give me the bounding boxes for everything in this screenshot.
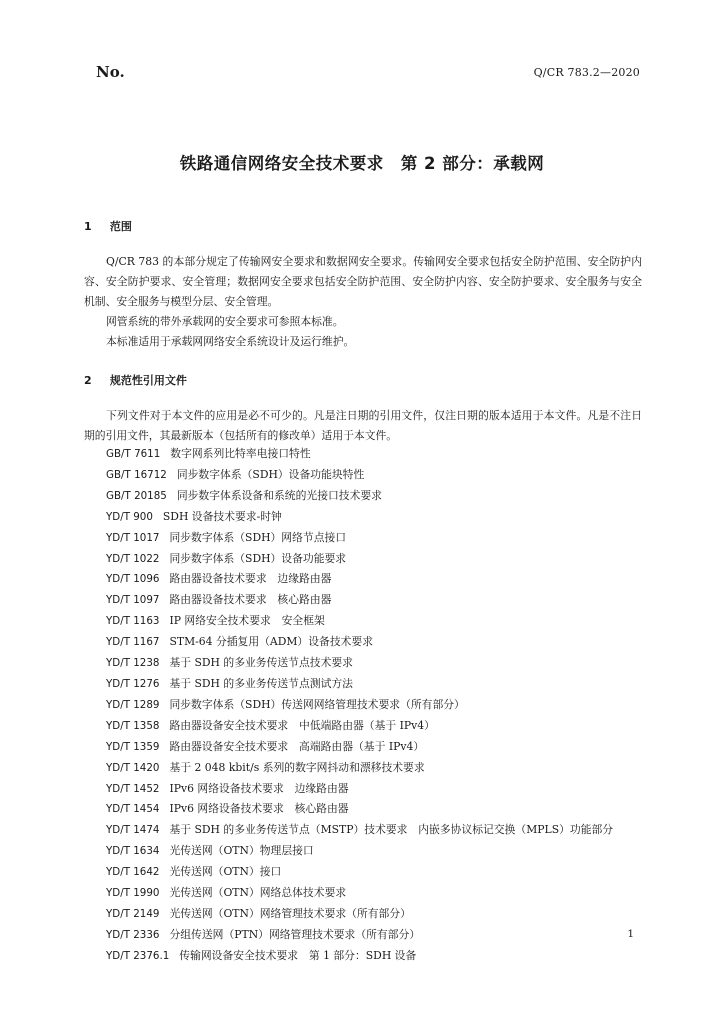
reference-item	[106, 507, 613, 528]
reference-title: IPv6 网络设备技术要求 核心路由器	[169, 802, 349, 816]
reference-item	[106, 862, 613, 883]
section-1-paragraph: Q/CR 783 的本部分规定了传输网安全要求和数据网安全要求。传输网安全要求包括安全防护范围、安全防护内容、安全防护要求、安全管理；数据网安全要求包括安全防护范围、安全防护内容、安全防护要求、安全服务与安全机制、安全服务与模型分层、安全管理。	[84, 255, 642, 308]
reference-item	[106, 632, 613, 653]
reference-title: 路由器设备技术要求 核心路由器	[169, 593, 332, 607]
reference-item	[106, 841, 613, 862]
reference-item	[106, 925, 613, 946]
reference-code: YD/T 1474	[106, 824, 160, 837]
reference-code: YD/T 1097	[106, 594, 160, 607]
reference-code: YD/T 1017	[106, 531, 160, 544]
reference-title: 基于 SDH 的多业务传送节点技术要求	[169, 656, 353, 670]
reference-item	[106, 549, 613, 570]
page-number: 1	[627, 928, 634, 940]
reference-code: YD/T 1163	[106, 615, 160, 628]
section-2-number: 2	[84, 374, 92, 387]
reference-code: GB/T 16712	[106, 468, 167, 481]
reference-title: SDH 设备技术要求-时钟	[162, 509, 282, 523]
section-2-heading	[84, 372, 187, 388]
reference-code: YD/T 2149	[106, 907, 160, 920]
reference-title: 路由器设备安全技术要求 高端路由器（基于 IPv4）	[169, 739, 425, 753]
section-2-title: 规范性引用文件	[109, 374, 187, 387]
reference-item	[106, 946, 613, 967]
reference-title: 同步数字体系设备和系统的光接口技术要求	[176, 488, 382, 502]
document-title: 铁路通信网络安全技术要求 第 2 部分：承载网	[179, 154, 545, 173]
reference-code: YD/T 1454	[106, 803, 160, 816]
reference-title: 路由器设备技术要求 边缘路由器	[169, 572, 332, 586]
reference-title: 同步数字体系（SDH）网络节点接口	[169, 530, 347, 544]
reference-item	[106, 820, 613, 841]
reference-title: 基于 SDH 的多业务传送节点测试方法	[169, 676, 353, 690]
reference-code: YD/T 1167	[106, 636, 160, 649]
reference-item	[106, 611, 613, 632]
reference-item	[106, 653, 613, 674]
reference-item	[106, 737, 613, 758]
reference-title: IPv6 网络设备技术要求 边缘路由器	[169, 781, 349, 795]
reference-code: YD/T 1634	[106, 845, 160, 858]
section-1-paragraph: 网管系统的带外承载网的安全要求可参照本标准。	[106, 315, 344, 328]
reference-code: YD/T 1289	[106, 698, 160, 711]
reference-code: YD/T 1276	[106, 677, 160, 690]
reference-item	[106, 444, 613, 465]
reference-item	[106, 590, 613, 611]
reference-item	[106, 758, 613, 779]
reference-code: YD/T 1238	[106, 657, 160, 670]
reference-item	[106, 528, 613, 549]
reference-item	[106, 883, 613, 904]
reference-title: 同步数字体系（SDH）设备功能块特性	[176, 467, 365, 481]
reference-title: 基于 SDH 的多业务传送节点（MSTP）技术要求 内嵌多协议标记交换（MPLS）功能部分	[169, 823, 614, 837]
reference-title: STM-64 分插复用（ADM）设备技术要求	[169, 635, 374, 649]
reference-code: GB/T 7611	[106, 448, 161, 460]
reference-code: YD/T 1452	[106, 782, 160, 795]
reference-item	[106, 695, 613, 716]
reference-title: 光传送网（OTN）网络总体技术要求	[169, 886, 347, 900]
reference-title: 传输网设备安全技术要求 第 1 部分：SDH 设备	[179, 948, 417, 962]
reference-code: YD/T 1022	[106, 552, 160, 565]
reference-title: 分组传送网（PTN）网络管理技术要求（所有部分）	[169, 927, 421, 941]
reference-item	[106, 716, 613, 737]
reference-item	[106, 486, 613, 507]
reference-item	[106, 799, 613, 820]
standard-code: Q/CR 783.2—2020	[533, 66, 640, 79]
reference-item	[106, 674, 613, 695]
reference-code: YD/T 900	[106, 510, 153, 523]
reference-code: GB/T 20185	[106, 489, 167, 502]
reference-title: 光传送网（OTN）接口	[169, 865, 282, 879]
section-1-paragraph: 本标准适用于承载网网络安全系统设计及运行维护。	[106, 335, 355, 348]
header-rule	[84, 86, 640, 87]
reference-code: YD/T 1359	[106, 740, 160, 753]
section-1-number: 1	[84, 220, 92, 233]
section-2-body	[84, 406, 642, 446]
reference-item	[106, 569, 613, 590]
reference-code: YD/T 1420	[106, 761, 160, 774]
reference-code: YD/T 2336	[106, 928, 160, 941]
reference-item	[106, 904, 613, 925]
reference-title: 同步数字体系（SDH）传送网网络管理技术要求（所有部分）	[169, 697, 465, 711]
section-1-body	[84, 252, 642, 352]
reference-code: YD/T 1990	[106, 887, 160, 900]
section-1-title: 范围	[109, 220, 132, 233]
reference-item	[106, 779, 613, 800]
standard-no-label: No.	[96, 63, 125, 81]
section-2-paragraph: 下列文件对于本文件的应用是必不可少的。凡是注日期的引用文件，仅注日期的版本适用于本文件。凡是不注日期的引用文件，其最新版本（包括所有的修改单）适用于本文件。	[84, 409, 642, 442]
reference-title: 同步数字体系（SDH）设备功能要求	[169, 551, 347, 565]
reference-code: YD/T 2376.1	[106, 949, 170, 962]
reference-title: 光传送网（OTN）网络管理技术要求（所有部分）	[169, 906, 411, 920]
reference-code: YD/T 1358	[106, 719, 160, 732]
reference-item	[106, 465, 613, 486]
normative-reference-list	[106, 444, 613, 967]
reference-title: IP 网络安全技术要求 安全框架	[169, 614, 325, 628]
reference-code: YD/T 1642	[106, 866, 160, 879]
reference-title: 路由器设备安全技术要求 中低端路由器（基于 IPv4）	[169, 718, 435, 732]
section-1-heading	[84, 218, 132, 234]
reference-code: YD/T 1096	[106, 573, 160, 586]
reference-title: 基于 2 048 kbit/s 系列的数字网抖动和漂移技术要求	[169, 760, 425, 774]
reference-title: 光传送网（OTN）物理层接口	[169, 844, 314, 858]
reference-title: 数字网系列比特率电接口特性	[170, 447, 311, 460]
